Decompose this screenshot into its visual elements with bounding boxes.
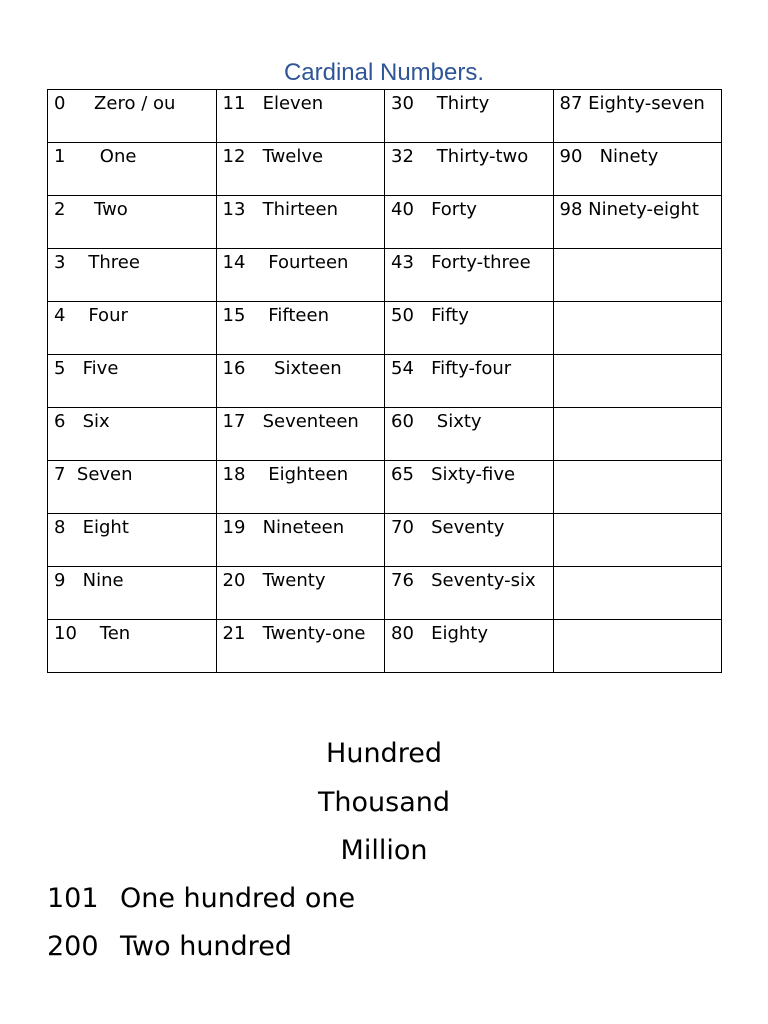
cell-text: 76 Seventy-six xyxy=(391,570,536,591)
cell-text: 98 Ninety-eight xyxy=(559,199,699,220)
table-row xyxy=(48,90,722,143)
table-cell xyxy=(216,143,385,196)
table-row xyxy=(48,143,722,196)
table-cell xyxy=(385,567,554,620)
table-cell xyxy=(216,90,385,143)
cell-text: 4 Four xyxy=(54,305,128,326)
table-cell xyxy=(216,302,385,355)
cell-text xyxy=(560,514,722,515)
example-item xyxy=(47,923,355,971)
word-thousand: Thousand xyxy=(317,786,451,818)
cell-text: 6 Six xyxy=(54,411,110,432)
table-cell xyxy=(216,620,385,673)
table-cell xyxy=(216,249,385,302)
table-row xyxy=(48,514,722,567)
table-cell xyxy=(553,408,722,461)
cell-text: 17 Seventeen xyxy=(222,411,359,432)
table-row xyxy=(48,302,722,355)
table-cell xyxy=(553,196,722,249)
cell-text: 65 Sixty-five xyxy=(391,464,516,485)
table-cell xyxy=(553,90,722,143)
table-cell xyxy=(385,620,554,673)
cell-text: 80 Eighty xyxy=(391,623,488,644)
cell-text: 13 Thirteen xyxy=(222,199,338,220)
table-row xyxy=(48,355,722,408)
cell-text: 3 Three xyxy=(54,252,140,273)
numbers-table xyxy=(47,89,722,673)
cell-text: 7 Seven xyxy=(54,464,133,485)
cell-text xyxy=(560,620,722,621)
examples-list xyxy=(47,875,355,971)
cell-text: 60 Sixty xyxy=(391,411,482,432)
table-cell xyxy=(216,408,385,461)
table-row xyxy=(48,196,722,249)
cell-text xyxy=(560,408,722,409)
cell-text: 87 Eighty-seven xyxy=(559,93,705,114)
table-cell xyxy=(216,567,385,620)
cell-text: 70 Seventy xyxy=(391,517,505,538)
cell-text: 1 One xyxy=(54,146,137,167)
table-cell xyxy=(216,514,385,567)
cell-text: 8 Eight xyxy=(54,517,129,538)
table-cell xyxy=(553,461,722,514)
table-cell xyxy=(553,620,722,673)
table-cell xyxy=(48,514,217,567)
table-cell xyxy=(48,143,217,196)
table-cell xyxy=(48,196,217,249)
table-cell xyxy=(553,514,722,567)
table-cell xyxy=(553,249,722,302)
table-cell xyxy=(385,514,554,567)
cell-text xyxy=(560,355,722,356)
cell-text xyxy=(560,461,722,462)
table-row xyxy=(48,408,722,461)
table-cell xyxy=(553,567,722,620)
table-row xyxy=(48,249,722,302)
table-row xyxy=(48,620,722,673)
word-million: Million xyxy=(340,835,428,866)
example-text: Two hundred xyxy=(120,931,292,962)
cell-text: 90 Ninety xyxy=(559,146,659,167)
example-number: 200 xyxy=(47,931,99,962)
table-cell xyxy=(48,249,217,302)
table-cell xyxy=(48,408,217,461)
page-title: Cardinal Numbers. xyxy=(283,59,485,86)
table-cell xyxy=(553,355,722,408)
table-row xyxy=(48,567,722,620)
cell-text: 12 Twelve xyxy=(222,146,324,167)
table-cell xyxy=(385,408,554,461)
table-cell xyxy=(385,143,554,196)
table-cell xyxy=(216,196,385,249)
cell-text: 5 Five xyxy=(54,358,119,379)
table-cell xyxy=(385,90,554,143)
table-cell xyxy=(48,461,217,514)
cell-text: 10 Ten xyxy=(54,623,131,644)
table-cell xyxy=(216,461,385,514)
table-cell xyxy=(48,302,217,355)
cell-text: 18 Eighteen xyxy=(222,464,349,485)
cell-text: 14 Fourteen xyxy=(222,252,349,273)
cell-text: 21 Twenty-one xyxy=(222,623,366,644)
magnitude-words xyxy=(0,730,768,876)
cell-text: 43 Forty-three xyxy=(391,252,531,273)
cell-text: 15 Fifteen xyxy=(222,305,329,326)
table-cell xyxy=(385,461,554,514)
table-cell xyxy=(385,302,554,355)
table-cell xyxy=(216,355,385,408)
cell-text: 30 Thirty xyxy=(391,93,490,114)
cell-text: 54 Fifty-four xyxy=(391,358,512,379)
table-cell xyxy=(553,143,722,196)
cell-text xyxy=(560,567,722,568)
table-cell xyxy=(48,567,217,620)
cell-text: 9 Nine xyxy=(54,570,124,591)
cell-text: 0 Zero / ou xyxy=(54,93,176,114)
example-number: 101 xyxy=(47,883,99,914)
table-cell xyxy=(385,196,554,249)
example-item xyxy=(47,875,355,923)
word-hundred: Hundred xyxy=(326,738,442,769)
cell-text: 20 Twenty xyxy=(222,570,326,591)
table-cell xyxy=(48,90,217,143)
cell-text: 2 Two xyxy=(54,199,128,220)
table-cell xyxy=(48,620,217,673)
cell-text xyxy=(560,302,722,303)
cell-text: 19 Nineteen xyxy=(222,517,345,538)
cell-text: 50 Fifty xyxy=(391,305,469,326)
table-cell xyxy=(385,249,554,302)
cell-text: 32 Thirty-two xyxy=(391,146,529,167)
table-cell xyxy=(553,302,722,355)
cell-text: 40 Forty xyxy=(391,199,477,220)
cell-text: 16 Sixteen xyxy=(222,358,342,379)
example-text: One hundred one xyxy=(120,883,356,914)
cell-text xyxy=(560,249,722,250)
cell-text: 11 Eleven xyxy=(222,93,324,114)
table-cell xyxy=(48,355,217,408)
table-row xyxy=(48,461,722,514)
table-cell xyxy=(385,355,554,408)
